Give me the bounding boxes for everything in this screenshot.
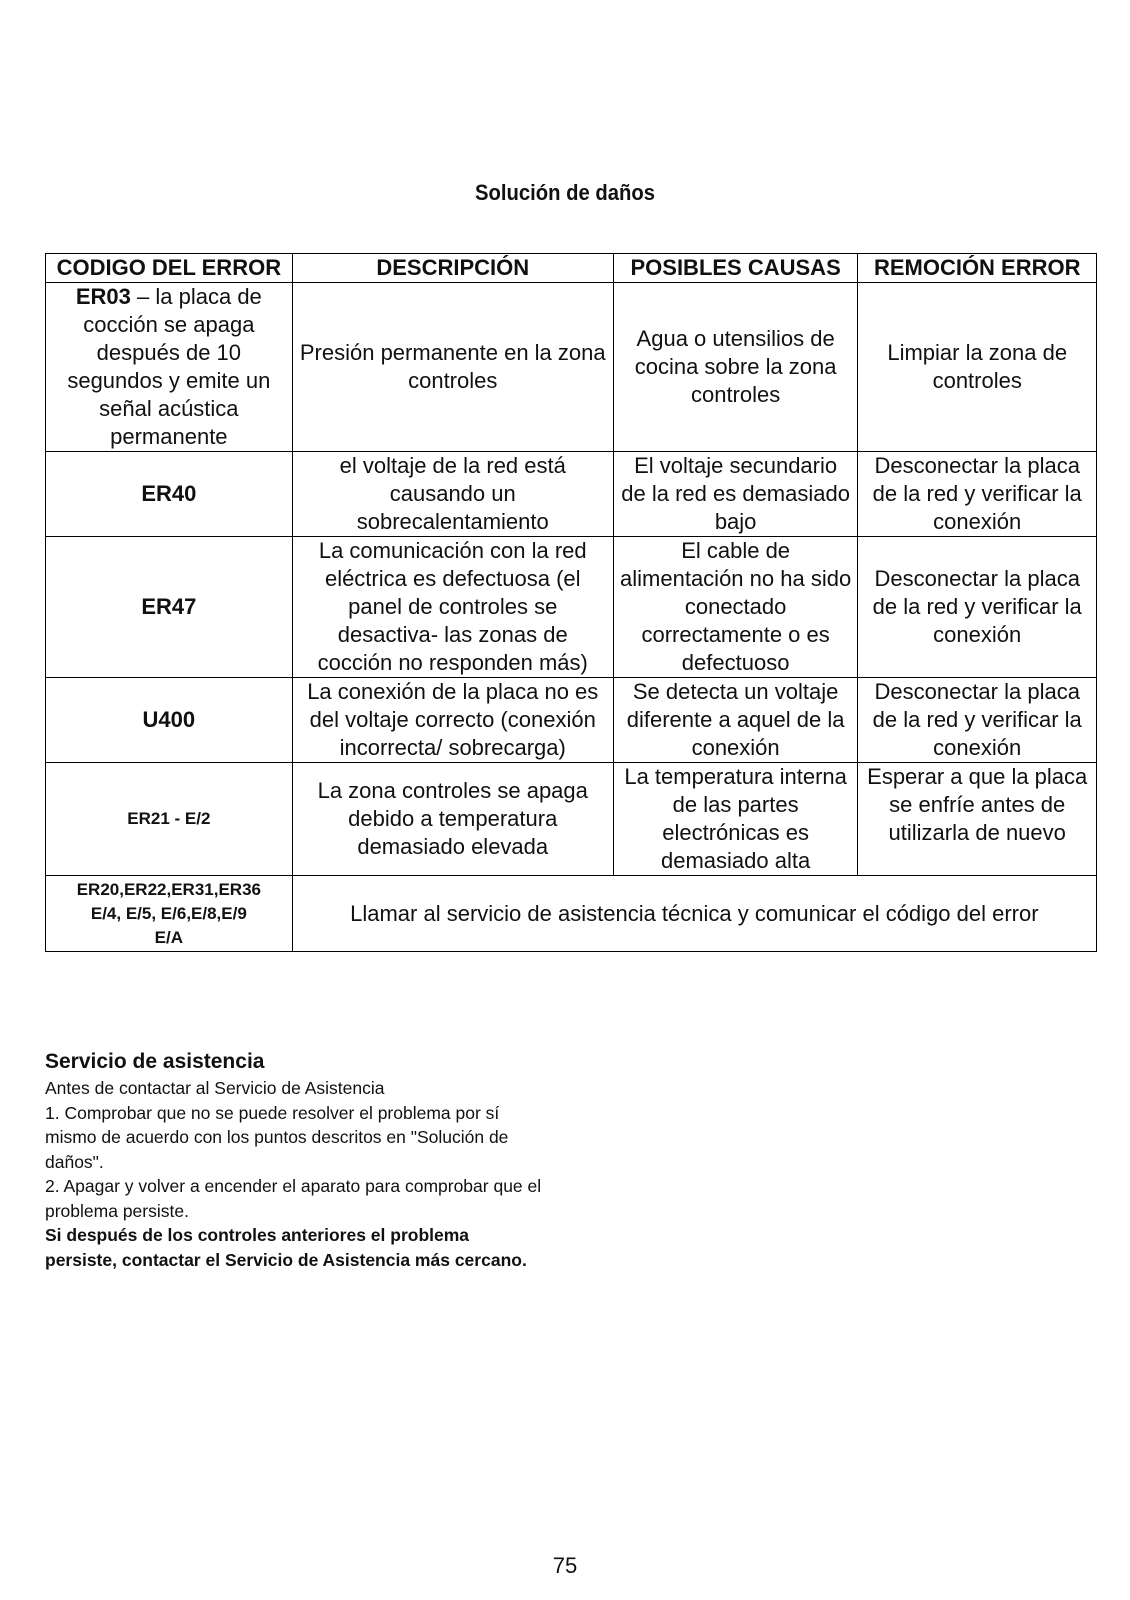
- page-title: Solución de daños: [475, 180, 655, 205]
- description-cell: La zona controles se apaga debido a temperatura demasiado elevada: [292, 763, 613, 876]
- service-heading: Servicio de asistencia: [45, 1050, 265, 1073]
- header-description: DESCRIPCIÓN: [292, 254, 613, 283]
- table-row: [46, 283, 1097, 452]
- error-code-cell: ER40: [46, 452, 293, 537]
- service-step-2: 2. Apagar y volver a encender el aparato para comprobar que el problema persiste.: [45, 1176, 542, 1221]
- description-cell: Presión permanente en la zona controles: [292, 283, 613, 452]
- remedy-cell: Desconectar la placa de la red y verificar la conexión: [858, 452, 1097, 537]
- header-causes: POSIBLES CAUSAS: [613, 254, 858, 283]
- cause-cell: El cable de alimentación no ha sido conectado correctamente o es defectuoso: [613, 537, 858, 678]
- error-code-cell: [46, 283, 293, 452]
- remedy-cell: Desconectar la placa de la red y verificar la conexión: [858, 537, 1097, 678]
- cause-cell: Se detecta un voltaje diferente a aquel de la conexión: [613, 678, 858, 763]
- remedy-cell: Esperar a que la placa se enfríe antes de utilizarla de nuevo: [858, 763, 1097, 876]
- table-row: [46, 876, 1097, 952]
- error-code: ER03: [75, 284, 131, 309]
- error-table: [45, 253, 1097, 952]
- remedy-cell: Limpiar la zona de controles: [858, 283, 1097, 452]
- error-code-line: ER20,ER22,ER31,ER36: [76, 879, 261, 899]
- error-code-line: E/A: [154, 927, 184, 947]
- error-code-detail: – la placa de cocción se apaga después de 10 segundos y emite un señal acústica permanente: [67, 284, 271, 449]
- remedy-cell: Desconectar la placa de la red y verificar la conexión: [858, 678, 1097, 763]
- table-header-row: [46, 254, 1097, 283]
- cause-cell: El voltaje secundario de la red es demasiado bajo: [613, 452, 858, 537]
- error-code-cell: ER47: [46, 537, 293, 678]
- description-cell: el voltaje de la red está causando un sobrecalentamiento: [292, 452, 613, 537]
- description-cell: La conexión de la placa no es del voltaje correcto (conexión incorrecta/ sobrecarga): [292, 678, 613, 763]
- service-step-1: 1. Comprobar que no se puede resolver el problema por sí mismo de acuerdo con los puntos descritos en "Solución de daños".: [45, 1102, 509, 1172]
- table-row: [46, 452, 1097, 537]
- table-row: [46, 763, 1097, 876]
- page-number: 75: [552, 1553, 578, 1578]
- error-code-cell: [46, 876, 293, 952]
- merged-instruction-cell: Llamar al servicio de asistencia técnica y comunicar el código del error: [292, 876, 1096, 952]
- service-section: [45, 1048, 545, 1272]
- description-cell: La comunicación con la red eléctrica es defectuosa (el panel de controles se desactiva- las zonas de cocción no responden más): [292, 537, 613, 678]
- service-intro: Antes de contactar al Servicio de Asistencia: [45, 1078, 385, 1098]
- error-code-cell: ER21 - E/2: [46, 763, 293, 876]
- header-code: CODIGO DEL ERROR: [46, 254, 293, 283]
- service-closing: Si después de los controles anteriores el problema persiste, contactar el Servicio de Asistencia más cercano.: [45, 1225, 527, 1270]
- header-remedy: REMOCIÓN ERROR: [858, 254, 1097, 283]
- error-code-cell: U400: [46, 678, 293, 763]
- table-row: [46, 537, 1097, 678]
- error-code-line: E/4, E/5, E/6,E/8,E/9: [90, 903, 247, 923]
- cause-cell: Agua o utensilios de cocina sobre la zona controles: [613, 283, 858, 452]
- table-row: [46, 678, 1097, 763]
- cause-cell: La temperatura interna de las partes electrónicas es demasiado alta: [613, 763, 858, 876]
